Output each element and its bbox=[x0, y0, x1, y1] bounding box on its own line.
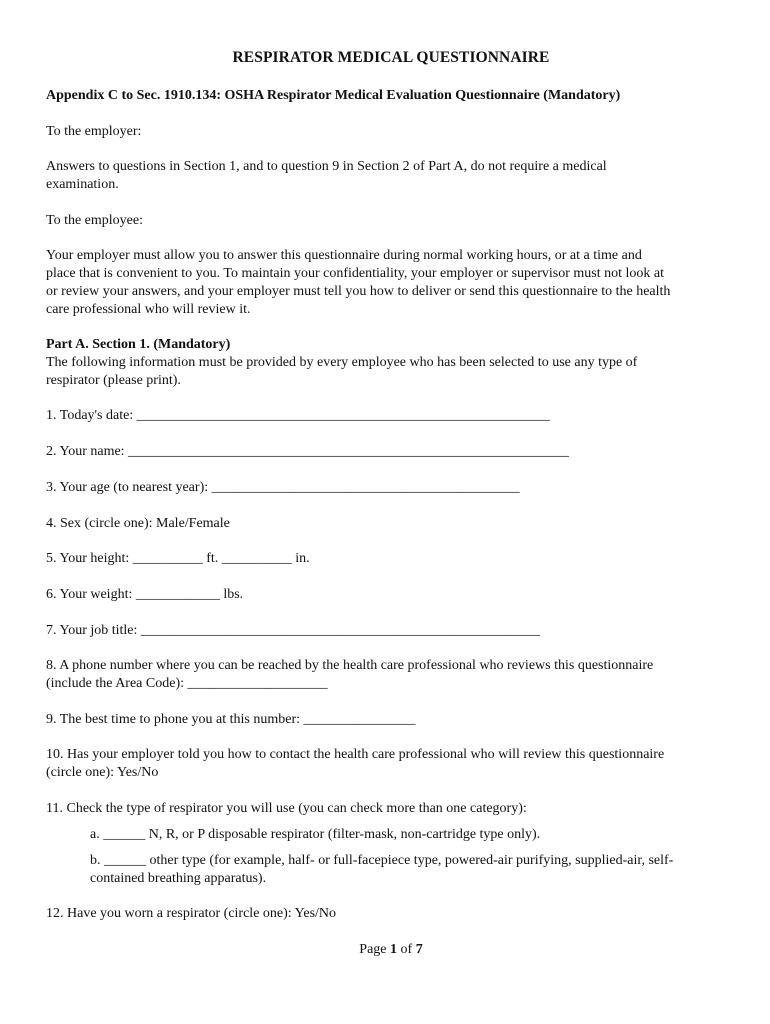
question-10-contact bbox=[46, 746, 736, 782]
to-employee-line-3: or review your answers, and your employer must tell you how to deliver or send this questionnaire to the health bbox=[46, 284, 671, 299]
question-3-age[interactable]: 3. Your age (to nearest year): ____________________________________________ bbox=[46, 480, 520, 495]
to-employee-line-4: care professional who will review it. bbox=[46, 302, 251, 317]
question-8-line-2[interactable]: (include the Area Code): ____________________ bbox=[46, 676, 328, 691]
to-employer-label: To the employer: bbox=[46, 124, 142, 139]
question-11a-disposable[interactable]: a. ______ N, R, or P disposable respirator (filter-mask, non-cartridge type only). bbox=[90, 827, 541, 842]
to-employee-line-1: Your employer must allow you to answer this questionnaire during normal working hours, or at a time and bbox=[46, 248, 642, 263]
page-title: RESPIRATOR MEDICAL QUESTIONNAIRE bbox=[232, 49, 550, 66]
question-10-line-2[interactable]: (circle one): Yes/No bbox=[46, 765, 159, 780]
question-9-best-time[interactable]: 9. The best time to phone you at this number: ________________ bbox=[46, 712, 416, 727]
question-11b-line-2: contained breathing apparatus). bbox=[90, 871, 267, 886]
footer-page-total: 7 bbox=[415, 942, 423, 957]
to-employee-line-2: place that is convenient to you. To maintain your confidentiality, your employer or supervisor must not look at bbox=[46, 266, 665, 281]
section-heading: Part A. Section 1. (Mandatory) bbox=[46, 337, 231, 352]
to-employer-text bbox=[46, 158, 736, 194]
question-1-date[interactable]: 1. Today's date: ___________________________________________________________ bbox=[46, 408, 550, 423]
to-employee-label: To the employee: bbox=[46, 213, 143, 228]
question-10-line-1: 10. Has your employer told you how to contact the health care professional who will review this questionnaire bbox=[46, 747, 665, 762]
question-11-respirator-type: 11. Check the type of respirator you will use (you can check more than one category): bbox=[46, 801, 527, 816]
footer-of-word: of bbox=[400, 942, 413, 957]
question-12-worn-respirator[interactable]: 12. Have you worn a respirator (circle one): Yes/No bbox=[46, 906, 337, 921]
to-employee-text bbox=[46, 247, 736, 319]
section-intro-line-1: The following information must be provided by every employee who has been selected to use any type of bbox=[46, 355, 638, 370]
question-11b-other[interactable] bbox=[90, 852, 730, 888]
question-8-phone bbox=[46, 657, 736, 693]
page-footer bbox=[46, 942, 736, 958]
footer-page-word: Page bbox=[359, 942, 387, 957]
to-employer-line-1: Answers to questions in Section 1, and to question 9 in Section 2 of Part A, do not require a medical bbox=[46, 159, 607, 174]
question-11b-line-1: b. ______ other type (for example, half- or full-facepiece type, powered-air purifying, supplied-air, self- bbox=[90, 853, 674, 868]
question-2-name[interactable]: 2. Your name: _______________________________________________________________ bbox=[46, 444, 570, 459]
document-subtitle: Appendix C to Sec. 1910.134: OSHA Respirator Medical Evaluation Questionnaire (Mandatory) bbox=[46, 88, 621, 103]
question-8-line-1: 8. A phone number where you can be reached by the health care professional who reviews this questionnaire bbox=[46, 658, 654, 673]
question-4-sex[interactable]: 4. Sex (circle one): Male/Female bbox=[46, 516, 230, 531]
footer-page-number: 1 bbox=[390, 942, 398, 957]
question-7-job-title[interactable]: 7. Your job title: _________________________________________________________ bbox=[46, 623, 540, 638]
question-5-height[interactable]: 5. Your height: __________ ft. __________ in. bbox=[46, 551, 310, 566]
question-6-weight[interactable]: 6. Your weight: ____________ lbs. bbox=[46, 587, 244, 602]
to-employer-line-2: examination. bbox=[46, 177, 119, 192]
section-intro-line-2: respirator (please print). bbox=[46, 373, 181, 388]
section-1 bbox=[46, 336, 736, 390]
